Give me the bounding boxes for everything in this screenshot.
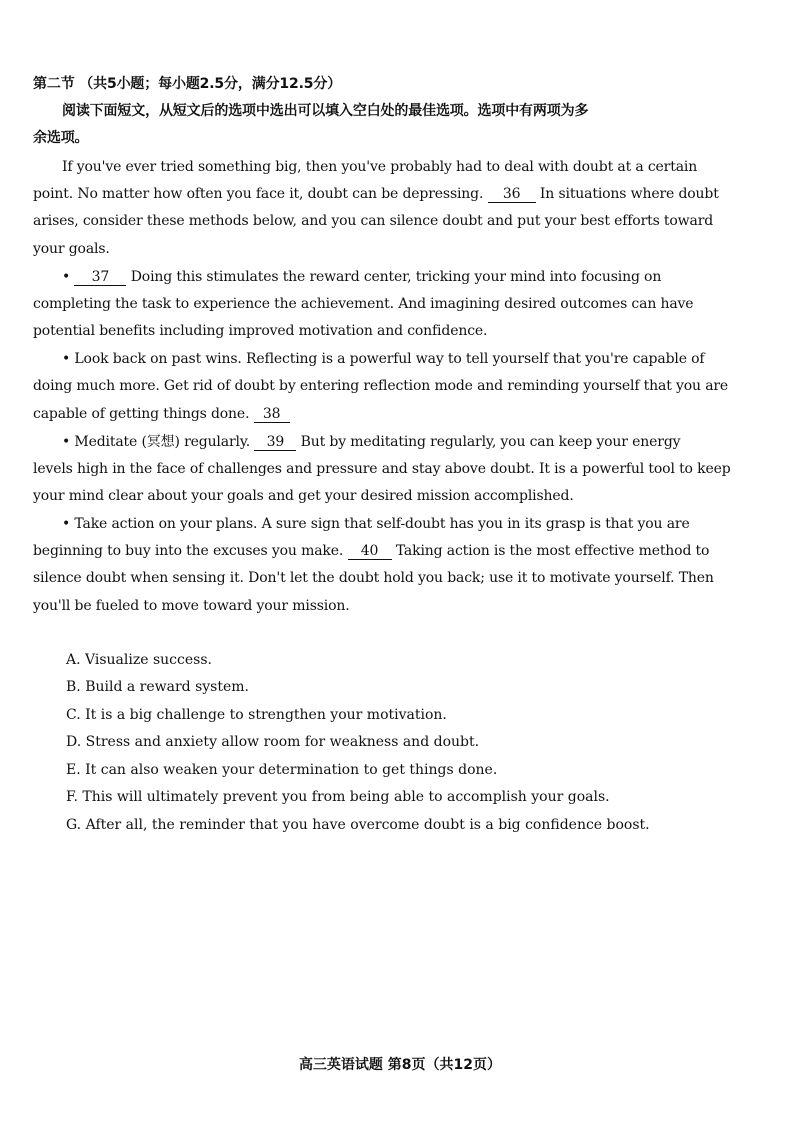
bullet-4-line-2 [33,541,768,561]
passage-p1-line-2-text-b: In situations where doubt [539,186,719,202]
passage-p1-line-4: your goals. [33,241,110,257]
blank-37[interactable]: 37 [74,269,126,286]
option-c: C. It is a big challenge to strengthen your motivation. [66,707,447,723]
bullet-dot: • [62,269,71,285]
bullet-3-line-1-text-b: But by meditating regularly, you can keep your energy [300,434,681,450]
section-title: 第二节 （共5小题；每小题2.5分，满分12.5分） [33,76,342,92]
bullet-1-line-1-text: Doing this stimulates the reward center, tricking your mind into focusing on [130,269,662,285]
bullet-3-line-1 [62,432,797,452]
passage-p1-line-2 [33,184,768,204]
bullet-3-line-1-text-a: • Meditate (冥想) regularly. [62,434,251,450]
bullet-4-line-3: silence doubt when sensing it. Don't let the doubt hold you back; use it to motivate yourself. Then [33,570,714,586]
instructions-line-1: 阅读下面短文，从短文后的选项中选出可以填入空白处的最佳选项。选项中有两项为多 [62,103,589,119]
bullet-1-line-3: potential benefits including improved motivation and confidence. [33,323,488,339]
bullet-1-line-1 [62,267,797,287]
bullet-2-line-2: doing much more. Get rid of doubt by entering reflection mode and reminding yourself that you are [33,378,729,394]
option-a: A. Visualize success. [66,652,212,668]
blank-38[interactable]: 38 [254,406,290,423]
bullet-3-line-3: your mind clear about your goals and get your desired mission accomplished. [33,488,574,504]
bullet-4-line-1: • Take action on your plans. A sure sign that self-doubt has you in its grasp is that you are [62,516,690,532]
bullet-2-line-1: • Look back on past wins. Reflecting is a powerful way to tell yourself that you're capable of [62,351,705,367]
option-b: B. Build a reward system. [66,679,249,695]
bullet-1-line-2: completing the task to experience the achievement. And imagining desired outcomes can have [33,296,694,312]
blank-40[interactable]: 40 [348,543,392,560]
bullet-2-line-3 [33,404,768,424]
blank-39[interactable]: 39 [254,434,296,451]
instructions-line-2: 余选项。 [33,130,89,146]
blank-36[interactable]: 36 [488,186,536,203]
option-g: G. After all, the reminder that you have overcome doubt is a big confidence boost. [66,817,650,833]
passage-p1-line-1: If you've ever tried something big, then you've probably had to deal with doubt at a certain [62,159,698,175]
bullet-4-line-2-text-b: Taking action is the most effective method to [395,543,710,559]
bullet-4-line-2-text-a: beginning to buy into the excuses you make. [33,543,344,559]
bullet-3-line-2: levels high in the face of challenges and pressure and stay above doubt. It is a powerful tool to keep [33,461,731,477]
option-d: D. Stress and anxiety allow room for weakness and doubt. [66,734,480,750]
bullet-2-line-3-text: capable of getting things done. [33,406,250,422]
passage-p1-line-2-text-a: point. No matter how often you face it, doubt can be depressing. [33,186,484,202]
page-footer: 高三英语试题 第8页（共12页） [298,1057,502,1073]
passage-p1-line-3: arises, consider these methods below, and you can silence doubt and put your best efforts toward [33,213,714,229]
bullet-4-line-4: you'll be fueled to move toward your mission. [33,598,350,614]
option-f: F. This will ultimately prevent you from being able to accomplish your goals. [66,789,610,805]
option-e: E. It can also weaken your determination to get things done. [66,762,498,778]
